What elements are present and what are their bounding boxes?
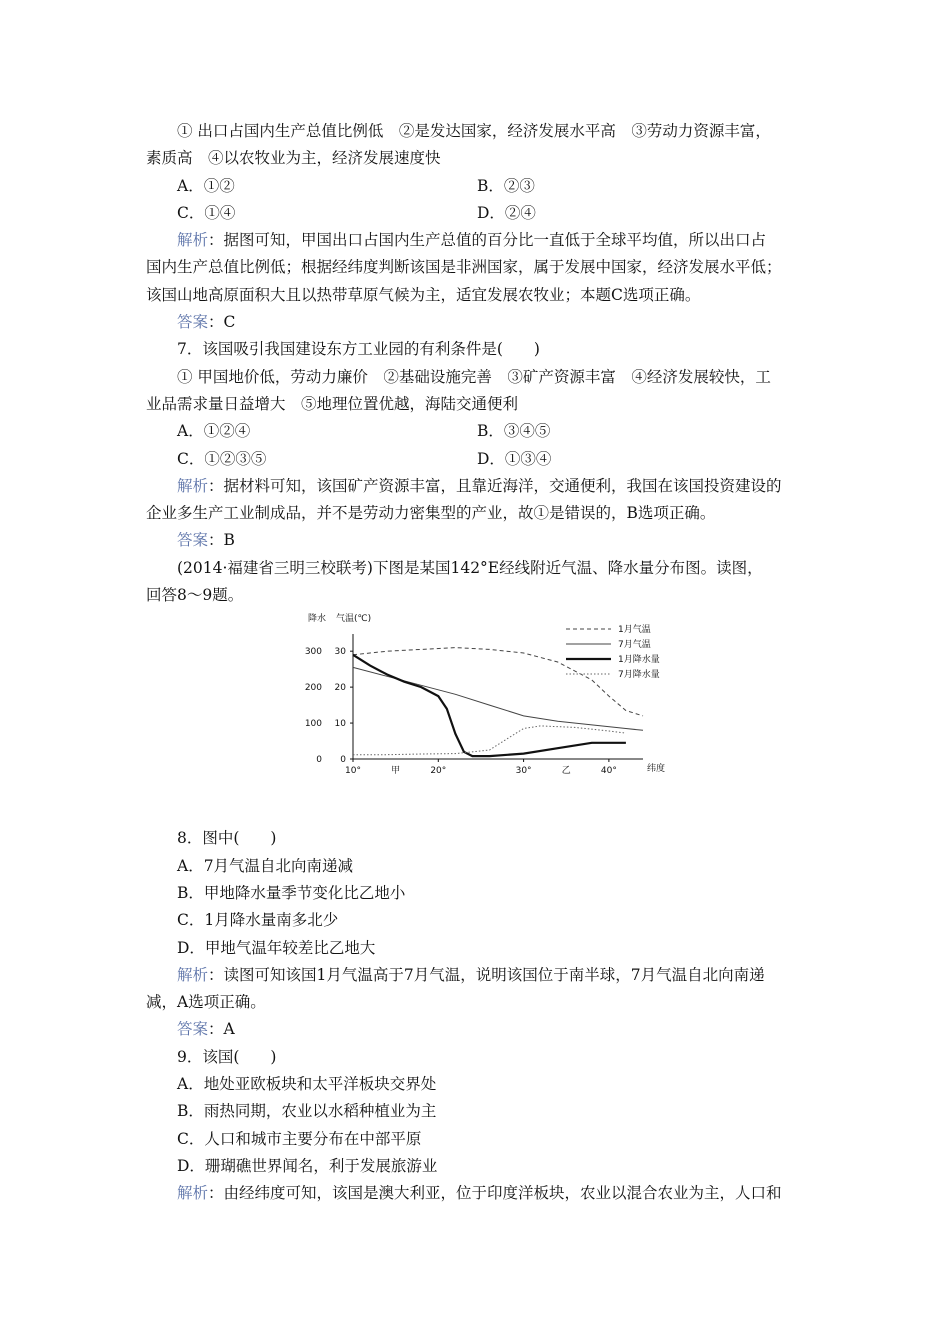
q7-options-ab [146, 418, 810, 445]
q7-option-d: D．①③④ [477, 449, 552, 468]
legend-label: 1月降水量 [618, 655, 660, 666]
legend-label: 1月气温 [618, 625, 651, 636]
analysis-label: 解析 [177, 476, 209, 495]
analysis-label: 解析 [177, 965, 209, 984]
x-tick-label: 20° [430, 766, 447, 777]
q6-analysis-text-1: ：据图可知，甲国出口占国内生产总值的百分比一直低于全球平均值，所以出口占 [208, 231, 767, 250]
q6-option-d: D．②④ [477, 203, 536, 222]
q7-statements-line-2: 业品需求量日益增大 ⑤地理位置优越，海陆交通便利 [146, 394, 519, 413]
y-right-tick-label: 30 [334, 647, 346, 658]
q7-statements-line-1: ① 甲国地价低，劳动力廉价 ②基础设施完善 ③矿产资源丰富 ④经济发展较快，工 [177, 367, 771, 386]
q6-analysis-line-2: 国内生产总值比例低；根据经纬度判断该国是非洲国家，属于发展中国家，经济发展水平低； [146, 258, 782, 277]
q9-analysis-text-1: ：由经纬度可知，该国是澳大利亚，位于印度洋板块，农业以混合农业为主，人口和 [208, 1184, 782, 1203]
q8-analysis-line-2: 减，A选项正确。 [146, 993, 266, 1012]
q6-statements-line-1: ① 出口占国内生产总值比例低 ②是发达国家，经济发展水平高 ③劳动力资源丰富， [177, 122, 771, 140]
q7-analysis-text-1: ：据材料可知，该国矿产资源丰富，且靠近海洋，交通便利，我国在该国投资建设的 [208, 476, 782, 495]
y-right-tick-label: 10 [334, 719, 346, 730]
q8-analysis-text-1: ：读图可知该国1月气温高于7月气温，说明该国位于南半球，7月气温自北向南递 [208, 965, 765, 984]
answer-label: 答案 [177, 313, 209, 332]
legend-label: 7月降水量 [618, 670, 660, 681]
q6-analysis-line-1 [146, 227, 810, 254]
q6-option-c: C．①④ [177, 203, 236, 222]
q8-analysis-line-1 [146, 962, 810, 989]
q6-answer-line [146, 309, 810, 336]
x-tick-label: 10° [345, 766, 361, 777]
q9-analysis-line-1 [146, 1180, 810, 1207]
y-left-axis-title: 降水 [308, 614, 327, 625]
x-tick-label: 30° [515, 766, 532, 777]
intro-line-1: (2014·福建省三明三校联考)下图是某国142°E经线附近气温、降水量分布图。读图， [177, 558, 763, 577]
y-right-tick-label: 20 [334, 683, 346, 694]
x-place-label: 甲 [391, 766, 401, 777]
q7-option-a: A．①②④ [177, 422, 251, 441]
q8-option-b: B．甲地降水量季节变化比乙地小 [177, 883, 406, 902]
q9-option-c: C．人口和城市主要分布在中部平原 [177, 1129, 422, 1148]
series-7月降水量 [353, 726, 626, 755]
y-right-axis-title: 气温(℃) [336, 614, 372, 625]
q6-analysis-line-3: 该国山地高原面积大且以热带草原气候为主，适宜发展农牧业；本题C选项正确。 [146, 285, 701, 304]
answer-label: 答案 [177, 1020, 209, 1039]
q7-stem: 7．该国吸引我国建设东方工业园的有利条件是( ) [177, 340, 540, 359]
q6-option-b: B．②③ [477, 176, 535, 195]
q6-option-a: A．①② [177, 176, 235, 195]
q7-answer: ：B [208, 531, 235, 550]
q7-analysis-line-2: 企业多生产工业制成品，并不是劳动力密集型的产业，故①是错误的，B选项正确。 [146, 504, 716, 523]
y-right-tick-label: 0 [340, 755, 346, 766]
intro-line-2: 回答8～9题。 [146, 586, 244, 605]
analysis-label: 解析 [177, 231, 209, 250]
series-1月气温 [353, 648, 643, 716]
y-left-tick-label: 0 [316, 755, 322, 766]
q6-options-cd [146, 200, 810, 227]
q9-option-a: A．地处亚欧板块和太平洋板块交界处 [177, 1075, 437, 1094]
q8-option-d: D．甲地气温年较差比乙地大 [177, 938, 376, 957]
answer-label: 答案 [177, 531, 209, 550]
q8-option-a: A．7月气温自北向南递减 [177, 856, 354, 875]
x-place-label: 乙 [561, 766, 571, 777]
analysis-label: 解析 [177, 1184, 209, 1203]
q6-statements-line-2: 素质高 ④以农牧业为主，经济发展速度快 [146, 149, 441, 168]
q9-stem: 9．该国( ) [177, 1047, 277, 1066]
legend-label: 7月气温 [618, 640, 651, 651]
q9-option-d: D．珊瑚礁世界闻名，利于发展旅游业 [177, 1156, 438, 1175]
q8-stem: 8．图中( ) [177, 829, 277, 848]
q6-answer: ：C [208, 313, 236, 332]
x-axis-title: 纬度 [647, 764, 666, 775]
x-tick-label: 40° [600, 766, 617, 777]
series-7月气温 [353, 668, 643, 731]
q7-analysis-line-1 [146, 473, 810, 500]
q7-answer-line [146, 527, 810, 554]
y-left-tick-label: 100 [304, 719, 322, 730]
y-left-tick-label: 200 [304, 683, 322, 694]
climate-chart [304, 609, 678, 789]
climate-figure [146, 609, 810, 825]
q8-option-c: C．1月降水量南多北少 [177, 911, 339, 930]
q7-options-cd [146, 446, 810, 473]
q7-option-b: B．③④⑤ [477, 422, 551, 441]
q9-option-b: B．雨热同期，农业以水稻种植业为主 [177, 1102, 437, 1121]
q8-answer-line [146, 1016, 810, 1043]
document-page [146, 118, 810, 1208]
q8-answer: ：A [208, 1020, 235, 1039]
q6-options-ab [146, 173, 810, 200]
q7-option-c: C．①②③⑤ [177, 449, 267, 468]
y-left-tick-label: 300 [304, 647, 322, 658]
